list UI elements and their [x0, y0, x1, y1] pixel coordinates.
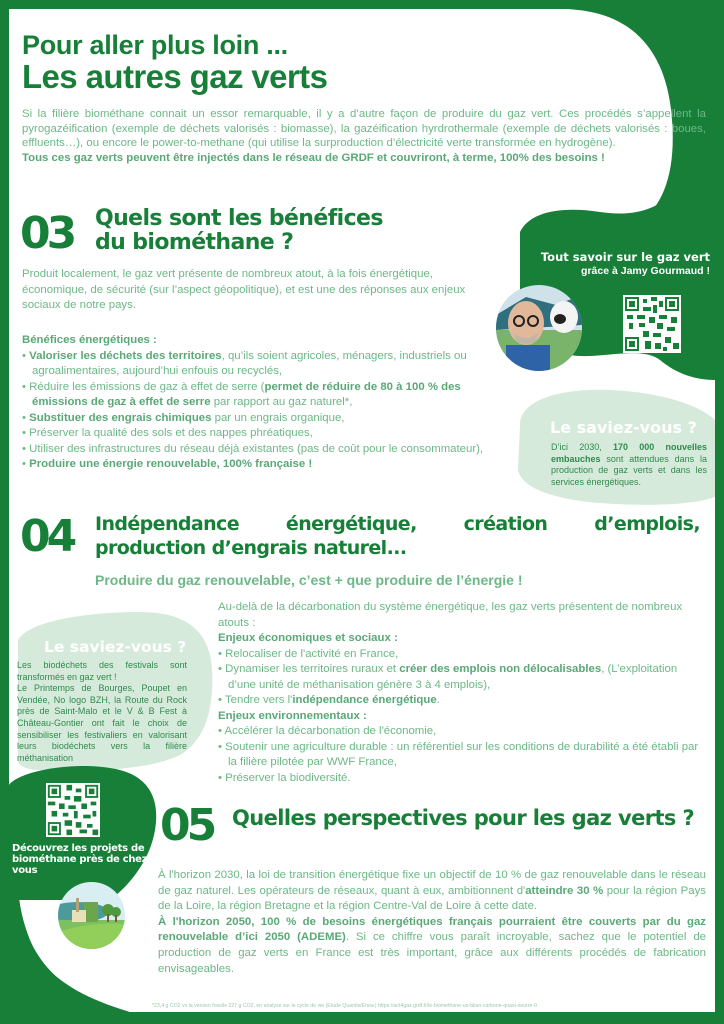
section-05-title: Quelles perspectives pour les gaz verts ? [232, 806, 695, 830]
env-item: • Préserver la biodiversité. [218, 771, 706, 787]
section-04-body [218, 600, 706, 786]
section-05-number: 05 [160, 800, 214, 851]
section-03-title-line1: Quels sont les bénéfices [95, 206, 383, 231]
jamy-qr-code[interactable] [623, 295, 681, 353]
benefit-item: • Produire une énergie renouvelable, 100% française ! [22, 457, 497, 473]
saviez-1-heading: Le saviez-vous ? [550, 418, 697, 437]
section-04-subtitle: Produire du gaz renouvelable, c’est + que produire de l’énergie ! [95, 572, 523, 588]
benefit-item: • Valoriser les déchets des territoires, qu’ils soient agricoles, ménagers, industriels ou agroalimentaires, aujourd’hui enfouis ou recyclés, [22, 349, 497, 380]
section-03-intro: Produit localement, le gaz vert présente de nombreux atout, à la fois énergétique, économique, de sécurité (sur l’aspect géopolitique), et est une des réponses aux enjeux sociaux de notre pays. [22, 268, 466, 311]
env-item: • Accélérer la décarbonation de l'économie, [218, 724, 706, 740]
benefit-item: • Utiliser des infrastructures du réseau déjà existantes (pas de coût pour le consommateur), [22, 442, 497, 458]
intro-text: Si la filière biométhane connait un essor remarquable, il y a d’autre façon de produire du gaz vert. Ces procédés s’appellent la pyrogazéification (exemple de déchets valorisés : biomasse), la gazéification hyrdrothermale (exemple de déchets valorisés : boues, effluents…), ou encore le power-to-methane (qui utilise la surproduction d’électricité verte transformée en hydrogène). [22, 108, 706, 150]
footnote: *23,4 g CO2 vs la version fossile 227 g CO2, en analyse sur le cycle de vie (Etude Quantis/Enea | https://act4gaz.grdf.fr/le-biomethane-un-bilan-carbone-quasi-neutre-0 [152, 1003, 537, 1009]
benefit-item: • Préserver la qualité des sols et des nappes phréatiques, [22, 426, 497, 442]
section-04-title-line1: Indépendance énergétique, création d’emplois, [95, 513, 700, 535]
pretitle: Pour aller plus loin ... [22, 30, 288, 60]
section-05-paragraph-1: À l'horizon 2030, la loi de transition énergétique fixe un objectif de 10 % de gaz renouvelable dans le réseau de gaz naturel. Les opérateurs de réseaux, quant à eux, ambitionnent d'atteindre 30 % pour la région Pays de la Loire, la région Bretagne et la région Centre-Val de Loire à cette date. [158, 869, 707, 913]
benefits-list [22, 349, 497, 473]
eco-item: • Tendre vers l'indépendance énergétique. [218, 693, 706, 709]
saviez-1-text: D’ici 2030, 170 000 nouvelles embauches sont attendues dans la production de gaz verts et dans les services énergétiques. [551, 442, 707, 487]
section-05-body [158, 868, 706, 977]
methanisation-illustration [58, 882, 125, 949]
intro-paragraph [22, 107, 706, 165]
eco-item: • Dynamiser les territoires ruraux et créer des emplois non délocalisables, (L’exploitation d’une unité de méthanisation génère 3 à 4 emplois), [218, 662, 706, 693]
section-03-number: 03 [20, 208, 74, 259]
saviez-2-text [17, 660, 187, 764]
jamy-box [520, 250, 710, 277]
eco-item: • Relocaliser de l'activité en France, [218, 647, 706, 663]
benefits-block [22, 333, 497, 473]
projects-text: Découvrez les projets de biométhane près de chez vous [12, 843, 148, 876]
saviez-2-line1: Les biodéchets des festivals sont transformés en gaz vert ! [17, 660, 187, 682]
saviez-2-line2: Le Printemps de Bourges, Poupet en Vendée, No logo BZH, la Route du Rock près de Saint-Malo et le V & B Fest à Château-Gontier ont fait le choix de sensibiliser les festivaliers en valorisant leurs biodéchets vers la filière méthanisation [17, 683, 187, 763]
section-04-title-line2: production d’engrais naturel... [95, 537, 407, 559]
eco-heading: Enjeux économiques et sociaux : [218, 632, 398, 644]
benefit-item: • Réduire les émissions de gaz à effet de serre (permet de réduire de 80 à 100 % des émissions de gaz à effet de serre par rapport au gaz naturel*, [22, 380, 497, 411]
section-04-title [95, 512, 700, 560]
benefits-heading: Bénéfices énergétiques : [22, 334, 157, 346]
section-04-number: 04 [20, 511, 74, 562]
intro-bold-text: Tous ces gaz verts peuvent être injectés dans le réseau de GRDF et couvriront, à terme, 100% des besoins ! [22, 151, 605, 164]
env-item: • Soutenir une agriculture durable : un référentiel sur les conditions de durabilité a été établi par la filière pilotée par WWF France, [218, 740, 706, 771]
benefit-item: • Substituer des engrais chimiques par un engrais organique, [22, 411, 497, 427]
jamy-photo [496, 285, 582, 371]
jamy-box-subtitle: grâce à Jamy Gourmaud ! [581, 265, 710, 277]
jamy-box-title: Tout savoir sur le gaz vert [540, 250, 710, 264]
env-heading: Enjeux environnementaux : [218, 709, 367, 722]
section-03-title [95, 207, 383, 255]
section-04-intro: Au-delà de la décarbonation du système énergétique, les gaz verts présentent de nombreux atouts : [218, 601, 683, 629]
section-05-paragraph-2: À l'horizon 2050, 100 % de besoins énergétiques français pourraient être couverts par du gaz renouvelable d’ici 2050 (ADEME). Si ce chiffre vous paraît incroyable, sachez que le potentiel de production de gaz verts en France est très important, grâce aux différents procédés de fabrication envisageables. [158, 915, 706, 975]
section-03-title-line2: du biométhane ? [95, 230, 294, 255]
projects-qr-code[interactable] [46, 783, 100, 837]
saviez-2-heading: Le saviez-vous ? [44, 638, 187, 656]
env-list [218, 724, 706, 786]
page-title: Les autres gaz verts [22, 58, 328, 95]
eco-list [218, 647, 706, 709]
